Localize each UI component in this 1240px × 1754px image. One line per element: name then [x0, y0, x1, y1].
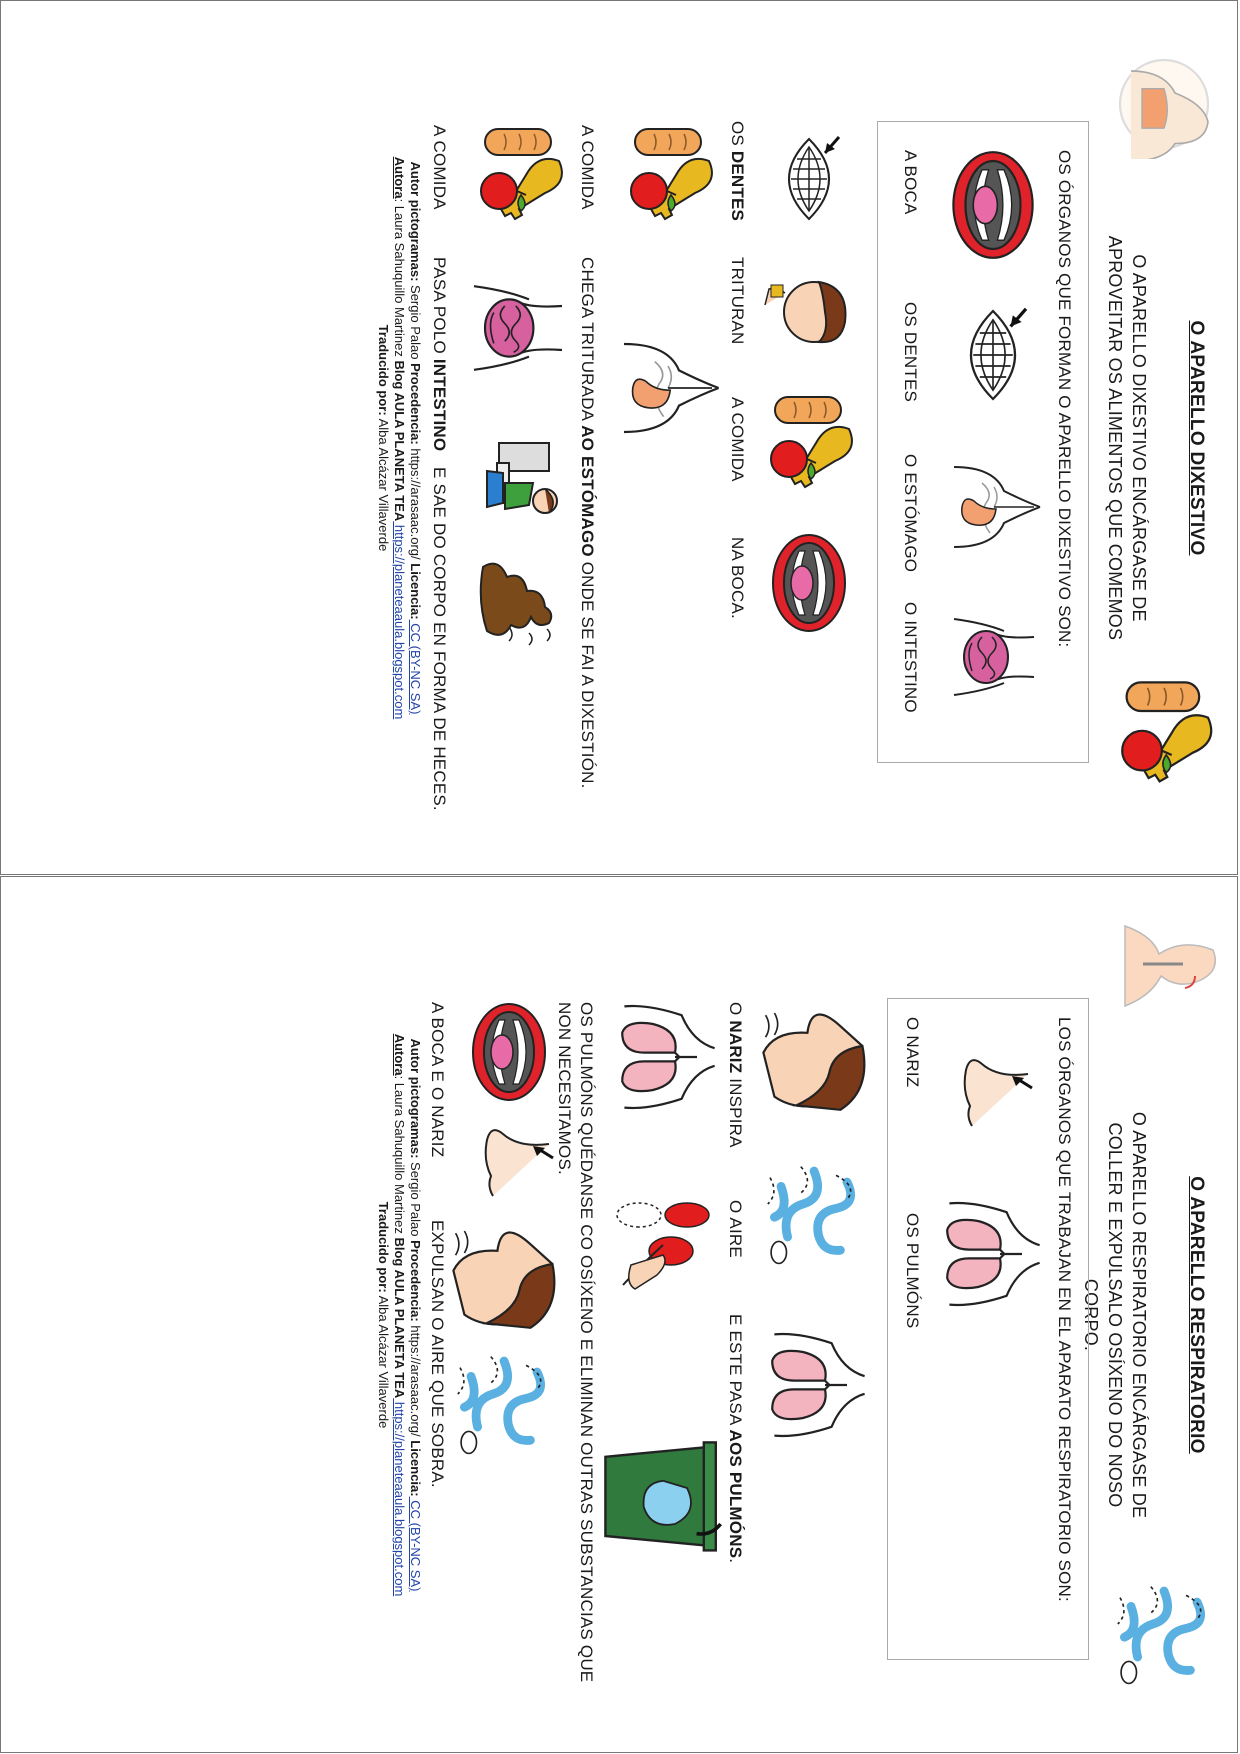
digestive-organs-box [877, 121, 1089, 763]
respiratory-box-title: LOS ÓRGANOS QUE TRABAJAN EN EL APARATO RESPIRATORIO SON: [1055, 1016, 1074, 1602]
lungs-icon [759, 1330, 869, 1440]
organ-label-stomach: O ESTÓMAGO [901, 453, 920, 572]
digestive-credits [375, 113, 423, 763]
credits-line-3: Traducido por: Alba Alcázar Villaverde [376, 1201, 391, 1428]
row2-text-stomach: AO ESTÓMAGO [578, 424, 597, 557]
mouth-icon [948, 150, 1038, 260]
row1-label-teeth [727, 121, 747, 221]
oxygen-icon [603, 1190, 723, 1300]
respiratory-organs-box [887, 998, 1089, 1660]
row3-label-mouth-nose: A BOCA E O NARIZ [428, 1001, 447, 1157]
stomach-icon [944, 452, 1044, 562]
row3-label-exhale: EXPULSAN O AIRE QUE SOBRA. [428, 1219, 447, 1488]
organ-label-intestine: O INTESTINO [901, 601, 920, 713]
mouth-icon [469, 1002, 549, 1102]
organ-label-nose: O NARIZ [903, 1016, 922, 1087]
row3-text-a: PASA POLO [430, 256, 449, 359]
respiratory-body-icon [1123, 920, 1223, 1020]
respiratory-title: O APARELLO RESPIRATORIO [1186, 1175, 1207, 1454]
digestive-body-icon [1109, 49, 1219, 159]
license-link[interactable]: CC (BY-NC SA) [408, 619, 423, 714]
digestive-body-picto [1109, 49, 1219, 159]
face-exhale-icon [449, 1220, 559, 1330]
row3-label-intestine [429, 257, 449, 451]
trash-bin-icon [603, 1440, 723, 1560]
row2-sentence: OS PULMÓNS QUÉDANSE CO OSÍXENO E ELIMINAN OUTRAS SUBSTANCIAS QUE NON NECESITAMOS. [555, 1001, 596, 1682]
food-icon [1109, 678, 1219, 788]
digestive-intro: O APARELLO DIXESTIVO ENCÁRGASE DE APROVEITAR OS ALIMENTOS QUE COMEMOS [1105, 235, 1149, 640]
row2-text-b: ONDE SE FAI A DIXESTIÓN. [578, 556, 597, 789]
row2-text-a: CHEGA TRITURADA [578, 256, 597, 425]
license-link[interactable]: CC (BY-NC SA) [408, 1496, 423, 1591]
air-icon [1109, 1580, 1219, 1690]
nose-icon [938, 1039, 1038, 1149]
feces-icon [469, 553, 569, 653]
credits-line-1: Autor pictogramas: Sergio Palao Procedencia: https://arasaac.org/ Licencia: CC (BY-NC SA) [408, 1038, 423, 1591]
credits-line-1: Autor pictogramas: Sergio Palao Procedencia: https://arasaac.org/ Licencia: CC (BY-NC SA) [408, 161, 423, 714]
chewing-icon [759, 257, 859, 357]
blog-link[interactable]: https://planeteaaula.blogspot.com [392, 1397, 407, 1596]
intestine-icon [463, 273, 573, 383]
credits-line-2: Autora: Laura Sahuquillo Martinez Blog AULA PLANETA TEA https://planeteaaula.blogspot.com [392, 156, 407, 719]
organ-label-teeth: OS DENTES [901, 301, 920, 402]
respiratory-credits [375, 990, 423, 1640]
row1-label-lungs: E ESTE PASA AOS PULMÓNS. [726, 1313, 745, 1563]
digestive-box-title: OS ÓRGANOS QUE FORMAN O APARELLO DIXESTIVO SON: [1055, 149, 1074, 647]
blog-link[interactable]: https://planeteaaula.blogspot.com [392, 520, 407, 719]
row1-label-chew: TRITURAN [728, 256, 747, 345]
teeth-icon [769, 129, 849, 229]
credits-line-3: Traducido por: Alba Alcázar Villaverde [376, 324, 391, 551]
nose-icon [459, 1114, 559, 1214]
food-icon [759, 393, 859, 493]
food-icon [469, 125, 569, 225]
respiratory-intro: O APARELLO RESPIRATORIO ENCÁRGASE DE COLLER E EXPULSALO OSÍXENO DO NOSO CORPO. [1081, 1111, 1149, 1518]
row1-label-inhale: O NARIZ INSPIRA [726, 1001, 745, 1148]
stomach-icon [613, 333, 723, 443]
row1-text-os: OS [728, 120, 747, 151]
digestive-title: O APARELLO DIXESTIVO [1186, 319, 1207, 556]
air-icon [759, 1160, 869, 1270]
row3-text-intestine: INTESTINO [430, 358, 449, 451]
mouth-icon [769, 533, 849, 633]
respiratory-sheet [0, 876, 1238, 1753]
row3-label-food: A COMIDA [430, 124, 449, 210]
row3-label-exit: E SAE DO CORPO EN FORMA DE HECES. [430, 466, 449, 811]
row1-label-mouth: NA BOCA. [728, 536, 747, 619]
row2-label-food: A COMIDA [578, 124, 597, 210]
face-inhale-icon [759, 1002, 869, 1112]
row2-sentence [577, 257, 597, 789]
credits-line-2: Autora: Laura Sahuquillo Martinez Blog AULA PLANETA TEA https://planeteaaula.blogspot.com [392, 1033, 407, 1596]
lungs-icon [609, 1002, 719, 1112]
lungs-icon [934, 1189, 1044, 1319]
teeth-icon [948, 300, 1038, 410]
organ-label-lungs: OS PULMÓNS [903, 1212, 922, 1328]
row1-label-air: O AIRE [726, 1199, 745, 1258]
air-icon [449, 1350, 559, 1460]
digestive-sheet [0, 0, 1238, 875]
row1-label-food: A COMIDA [728, 396, 747, 482]
toilet-icon [469, 433, 569, 533]
digestive-page [9, 13, 1229, 863]
intestine-icon [944, 602, 1044, 712]
food-icon [619, 125, 719, 225]
row1-text-dentes: DENTES [728, 150, 747, 221]
respiratory-page [9, 890, 1229, 1740]
organ-label-mouth: A BOCA [901, 149, 920, 215]
